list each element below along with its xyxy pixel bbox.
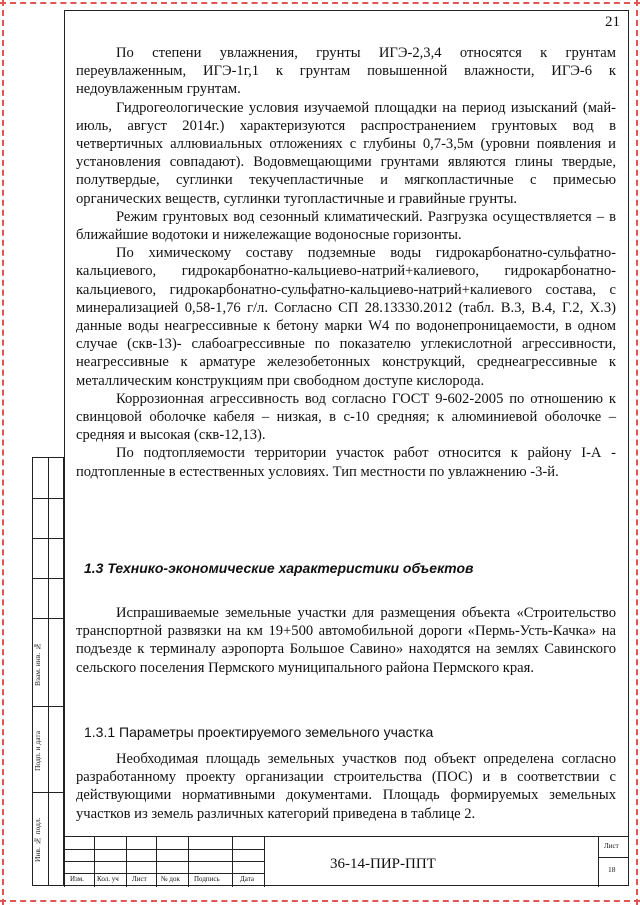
stamp-col-doc: № док	[161, 875, 180, 883]
stamp-col-change: Изм.	[70, 875, 84, 883]
page-number: 21	[605, 14, 620, 30]
cut-line-top	[0, 2, 640, 4]
paragraph: По подтопляемости территории участок работ относится к району I-А - подтопленные в естественных условиях. Тип местности по увлажнению -3-й.	[76, 445, 616, 480]
side-label-original-inv: Инв. № подл.	[33, 817, 42, 863]
paragraph: По степени увлажнения, грунты ИГЭ-2,3,4 относятся к грунтам переувлаженным, ИГЭ-1г,1 к грунтам повышенной влажности, ИГЭ-6 к недоувлаженным грунтам.	[76, 45, 616, 98]
body-text-top	[76, 44, 616, 481]
stamp-col-count: Кол. уч	[97, 875, 119, 883]
side-label-replace-inv: Взам. инв. №	[33, 641, 42, 687]
stamp-col-signature: Подпись	[194, 875, 220, 883]
side-label-signature-date: Подп. и дата	[33, 730, 42, 772]
paragraph: Гидрогеологические условия изучаемой площадки на период изысканий (май-июль, август 2014г.) характеризуются распространением грунтовых вод в четвертичных аллювиальных отложениях с глубины 0,7-3,5м (уровни появления и установления совпадают). Водовмещающими грунтами являются глины твердые, полутвердые, суглинки текучепластичные и мягкопластичные с примесью органических веществ, суглинки тугопластичные и гравийные грунты.	[76, 99, 616, 207]
subsection-heading: 1.3.1 Параметры проектируемого земельного участка	[84, 724, 434, 740]
cut-line-right	[636, 0, 638, 905]
body-text-bottom	[76, 750, 616, 823]
paragraph: По химическому составу подземные воды гидрокарбонатно-сульфатно-кальциевого, гидрокарбонатно-кальциево-натрий+калиевого, гидрокарбонатно-кальциевого, гидрокарбонатно-сульфатно-кальциево-натрий+калиевого состава, с минерализацией 0,58-1,76 г/л. Согласно СП 28.13330.2012 (табл. В.3, В.4, Г.2, Х.3) данные воды неагрессивные к бетону марки W4 по водонепроницаемости, в одном случае (скв-13)- слабоагрессивные по показателю углекислотной агрессивности, неагрессивные к арматуре железобетонных конструкций, среднеагрессивные к металлическим конструкциям при свободном доступе кислорода.	[76, 245, 616, 389]
sheet-label: Лист	[604, 842, 619, 850]
document-code: 36-14-ПИР-ППТ	[330, 856, 436, 872]
section-heading: 1.3 Технико-экономические характеристики объектов	[84, 560, 474, 576]
cut-line-left	[2, 0, 4, 905]
stamp-col-sheet: Лист	[132, 875, 147, 883]
paragraph: Необходимая площадь земельных участков под объект определена согласно разработанному проекту организации строительства (ПОС) и в соответствии с действующими нормативными документами. Площадь формируемых земельных участков из земель различных категорий приведена в таблице 2.	[76, 751, 616, 822]
paragraph: Испрашиваемые земельные участки для размещения объекта «Строительство транспортной развязки на км 19+500 автомобильной дороги «Пермь-Усть-Качка» на подъезде к терминалу аэропорта Большое Савино» находятся на землях Савинского сельского поселения Пермского муниципального района Пермского края.	[76, 605, 616, 676]
stamp-col-date: Дата	[240, 875, 254, 883]
sheet-number: 18	[608, 865, 616, 874]
paragraph: Режим грунтовых вод сезонный климатический. Разгрузка осуществляется – в ближайшие водотоки и нижележащие водоносные горизонты.	[76, 208, 616, 244]
paragraph: Коррозионная агрессивность вод согласно ГОСТ 9-602-2005 по отношению к свинцовой оболочке кабеля – низкая, в с-10 средняя; к алюминиевой оболочке – средняя и высокая (скв-12,13).	[76, 390, 616, 444]
cut-line-bottom	[0, 900, 640, 902]
side-stamp	[32, 457, 64, 886]
body-text-mid	[76, 604, 616, 677]
